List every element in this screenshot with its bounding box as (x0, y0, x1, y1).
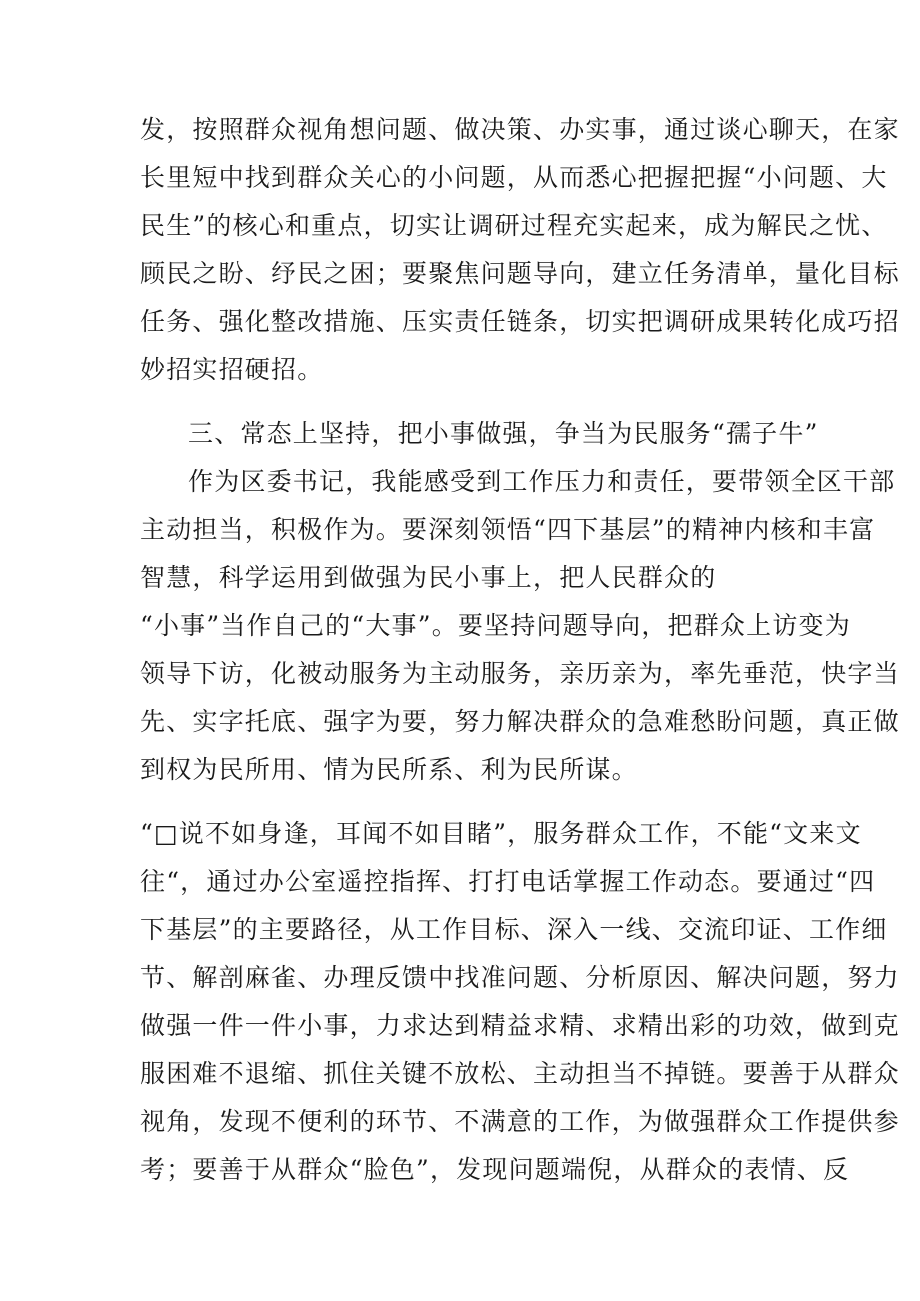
text-line: 长里短中找到群众关心的小问题，从而悉心把握把握“小问题、大 (140, 163, 888, 192)
section-heading: 三、常态上坚持，把小事做强，争当为民服务“孺子牛” (188, 419, 819, 448)
text-line: 往“，通过办公室遥控指挥、打打电话掌握工作动态。要通过“四 (140, 867, 876, 896)
text-line: 发，按照群众视角想问题、做决策、办实事，通过谈心聊天，在家 (140, 115, 900, 144)
text-line: 主动担当，积极作为。要深刻领悟“四下基层”的精神内核和丰富 (140, 515, 876, 544)
text-line: “小事”当作自己的“大事”。要坚持问题导向，把群众上访变为 (140, 611, 851, 640)
text-line: 先、实字托底、强字为要，努力解决群众的急难愁盼问题，真正做 (140, 707, 900, 736)
text-line: 做强一件一件小事，力求达到精益求精、求精出彩的功效，做到克 (140, 1011, 900, 1040)
text-line: 到权为民所用、情为民所系、利为民所谋。 (140, 755, 638, 784)
text-line: 节、解剖麻雀、办理反馈中找准问题、分析原因、解决问题，努力 (140, 963, 900, 992)
text-line: 考；要善于从群众“脸色”，发现问题端倪，从群众的表情、反 (140, 1155, 850, 1184)
paragraph-first-line: 作为区委书记，我能感受到工作压力和责任，要带领全区干部 (188, 467, 896, 496)
text-line: 领导下访，化被动服务为主动服务，亲历亲为，率先垂范，快字当 (140, 659, 900, 688)
text-line: 服困难不退缩、抓住关键不放松、主动担当不掉链。要善于从群众 (140, 1059, 900, 1088)
text-line: 下基层”的主要路径，从工作目标、深入一线、交流印证、工作细 (140, 915, 888, 944)
text-line: 妙招实招硬招。 (140, 355, 324, 384)
paragraph-first-line: “□说不如身逢，耳闻不如目睹”，服务群众工作，不能“文来文 (140, 819, 862, 848)
text-line: 顾民之盼、纾民之困；要聚焦问题导向，建立任务清单，量化目标 (140, 259, 900, 288)
text-line: 任务、强化整改措施、压实责任链条，切实把调研成果转化成巧招 (140, 307, 900, 336)
text-line: 视角，发现不便利的环节、不满意的工作，为做强群众工作提供参 (140, 1107, 900, 1136)
text-line: 民生”的核心和重点，切实让调研过程充实起来，成为解民之忧、 (140, 211, 888, 240)
text-line: 智慧，科学运用到做强为民小事上，把人民群众的 (140, 563, 717, 592)
